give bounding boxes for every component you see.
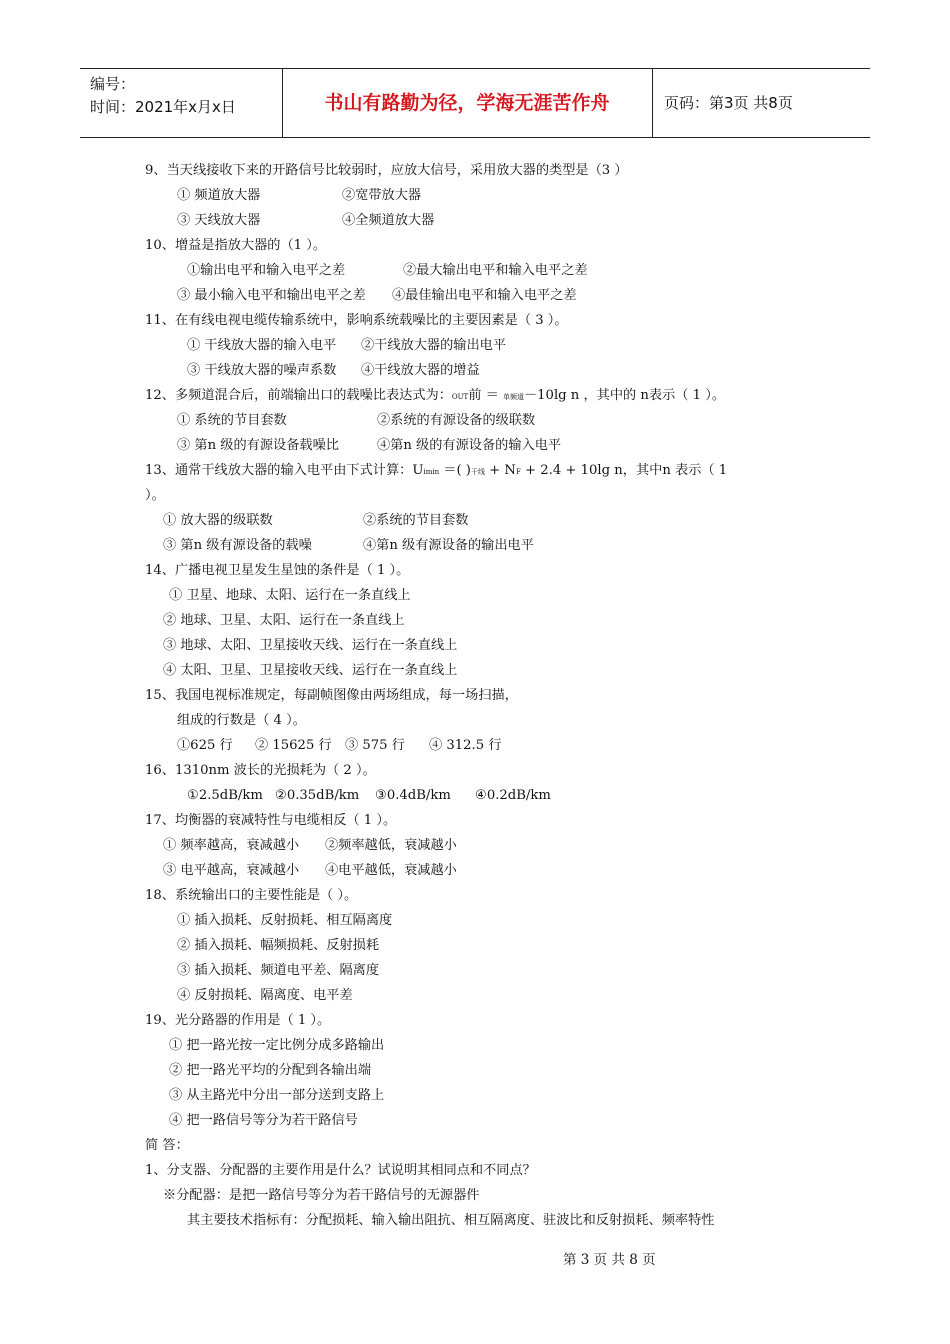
option-row xyxy=(145,858,835,883)
question-stem: 17、均衡器的衰减特性与电缆相反（ 1 ）。 xyxy=(145,813,397,828)
question-stem: 15、我国电视标准规定，每副帧图像由两场组成，每一场扫描， xyxy=(145,688,518,703)
document-body xyxy=(145,158,835,1233)
option-row xyxy=(145,333,835,358)
answer-text: ※分配器：是把一路信号等分为若干路信号的无源器件 xyxy=(163,1188,480,1203)
option: ④全频道放大器 xyxy=(342,213,435,228)
option: ④ 反射损耗、隔离度、电平差 xyxy=(177,988,353,1003)
option-row xyxy=(145,783,835,808)
option-row xyxy=(145,833,835,858)
question-stem: 14、广播电视卫星发生星蚀的条件是（ 1 ）。 xyxy=(145,563,410,578)
option: ④干线放大器的增益 xyxy=(361,363,480,378)
option: ②最大输出电平和输入电平之差 xyxy=(403,263,588,278)
question-stem: 11、在有线电视电缆传输系统中，影响系统载噪比的主要因素是（ 3 ）。 xyxy=(145,313,568,328)
option: ③ 天线放大器 xyxy=(177,213,261,228)
option: ④第n 级有源设备的输出电平 xyxy=(363,538,534,553)
stem-part: + 2.4 + 10lg n，其中n 表示（ 1 xyxy=(520,463,728,478)
question-stem: 1、分支器、分配器的主要作用是什么？试说明其相同点和不同点？ xyxy=(145,1163,536,1178)
option: ② 插入损耗、幅频损耗、反射损耗 xyxy=(177,938,380,953)
stem-part: 前 ＝ xyxy=(468,388,503,403)
time-label: 时间：2021年x月x日 xyxy=(90,98,236,116)
question-stem: 16、1310nm 波长的光损耗为（ 2 ）。 xyxy=(145,763,376,778)
subscript: 干线 xyxy=(470,468,485,476)
header-divider xyxy=(282,69,283,137)
question-stem xyxy=(145,383,835,408)
option: ①2.5dB/km xyxy=(187,788,263,803)
option: ③0.4dB/km xyxy=(375,788,451,803)
question-stem-continued: 组成的行数是（ 4 ）。 xyxy=(177,713,306,728)
option-row xyxy=(145,408,835,433)
subscript: imin xyxy=(423,468,440,476)
option: ① 干线放大器的输入电平 xyxy=(187,338,337,353)
option-row xyxy=(145,208,835,233)
option-row xyxy=(145,433,835,458)
option: ③ 最小输入电平和输出电平之差 xyxy=(177,288,366,303)
question-stem: 18、系统输出口的主要性能是（ ）。 xyxy=(145,888,358,903)
option: ② 15625 行 xyxy=(255,738,332,753)
question-stem xyxy=(145,458,835,483)
option: ③ 电平越高，衰减越小 xyxy=(163,863,300,878)
subscript: OUT xyxy=(451,393,469,401)
option: ① 卫星、地球、太阳、运行在一条直线上 xyxy=(169,588,411,603)
option: ② 地球、卫星、太阳、运行在一条直线上 xyxy=(163,613,405,628)
footer-page-number: 第 3 页 共 8 页 xyxy=(563,1252,656,1268)
option-row xyxy=(145,283,835,308)
stem-part: ＝( ) xyxy=(439,463,471,478)
option-row xyxy=(145,183,835,208)
option: ④最佳输出电平和输入电平之差 xyxy=(392,288,577,303)
question-stem-continued: ）。 xyxy=(145,488,165,503)
page-header xyxy=(80,68,870,138)
option: ① 频率越高，衰减越小 xyxy=(163,838,300,853)
option: ②宽带放大器 xyxy=(342,188,422,203)
option: ③ 插入损耗、频道电平差、隔离度 xyxy=(177,963,380,978)
option: ③ 第n 级的有源设备载噪比 xyxy=(177,438,339,453)
subscript: F xyxy=(515,468,521,476)
question-stem: 10、增益是指放大器的（1 ）。 xyxy=(145,238,327,253)
option: ④0.2dB/km xyxy=(475,788,551,803)
code-label: 编号： xyxy=(90,75,136,93)
option: ③ 地球、太阳、卫星接收天线、运行在一条直线上 xyxy=(163,638,458,653)
header-motto: 书山有路勤为径，学海无涯苦作舟 xyxy=(324,92,610,114)
option: ① 把一路光按一定比例分成多路输出 xyxy=(169,1038,385,1053)
option: ①输出电平和输入电平之差 xyxy=(187,263,346,278)
option: ①625 行 xyxy=(177,738,233,753)
header-page-number: 页码：第3页 共8页 xyxy=(664,94,793,112)
option-row xyxy=(145,533,835,558)
question-stem: 19、光分路器的作用是（ 1 ）。 xyxy=(145,1013,331,1028)
option-row xyxy=(145,733,835,758)
option: ① 系统的节目套数 xyxy=(177,413,287,428)
option: ③ 575 行 xyxy=(345,738,405,753)
option: ① 插入损耗、反射损耗、相互隔离度 xyxy=(177,913,393,928)
option: ① 放大器的级联数 xyxy=(163,513,273,528)
option: ④第n 级的有源设备的输入电平 xyxy=(377,438,562,453)
option: ②系统的节目套数 xyxy=(363,513,469,528)
option: ④ 把一路信号等分为若干路信号 xyxy=(169,1113,358,1128)
option: ④ 太阳、卫星、卫星接收天线、运行在一条直线上 xyxy=(163,663,458,678)
header-meta xyxy=(90,73,280,119)
option-row xyxy=(145,358,835,383)
stem-part: 12、多频道混合后，前端输出口的载噪比表达式为： xyxy=(145,388,452,403)
option: ③ 从主路光中分出一部分送到支路上 xyxy=(169,1088,385,1103)
option: ② 把一路光平均的分配到各输出端 xyxy=(169,1063,372,1078)
option: ④ 312.5 行 xyxy=(429,738,502,753)
option: ③ 第n 级有源设备的载噪 xyxy=(163,538,312,553)
option: ① 频道放大器 xyxy=(177,188,261,203)
stem-part: 13、通常干线放大器的输入电平由下式计算：U xyxy=(145,463,424,478)
section-heading: 简 答： xyxy=(145,1138,189,1153)
option: ③ 干线放大器的噪声系数 xyxy=(187,363,337,378)
subscript: 单频道 xyxy=(502,393,524,401)
option: ②频率越低，衰减越小 xyxy=(325,838,457,853)
stem-part: + N xyxy=(484,463,516,478)
option-row xyxy=(145,258,835,283)
answer-text: 其主要技术指标有：分配损耗、输入输出阻抗、相互隔离度、驻波比和反射损耗、频率特性 xyxy=(187,1213,715,1228)
option: ②干线放大器的输出电平 xyxy=(361,338,507,353)
option-row xyxy=(145,508,835,533)
question-stem: 9、当天线接收下来的开路信号比较弱时，应放大信号，采用放大器的类型是（3 ） xyxy=(145,163,628,178)
stem-part: －10lg n ，其中的 n表示（ 1 ）。 xyxy=(523,388,726,403)
option: ④电平越低，衰减越小 xyxy=(325,863,457,878)
option: ②0.35dB/km xyxy=(275,788,360,803)
option: ②系统的有源设备的级联数 xyxy=(377,413,536,428)
header-divider xyxy=(652,69,653,137)
